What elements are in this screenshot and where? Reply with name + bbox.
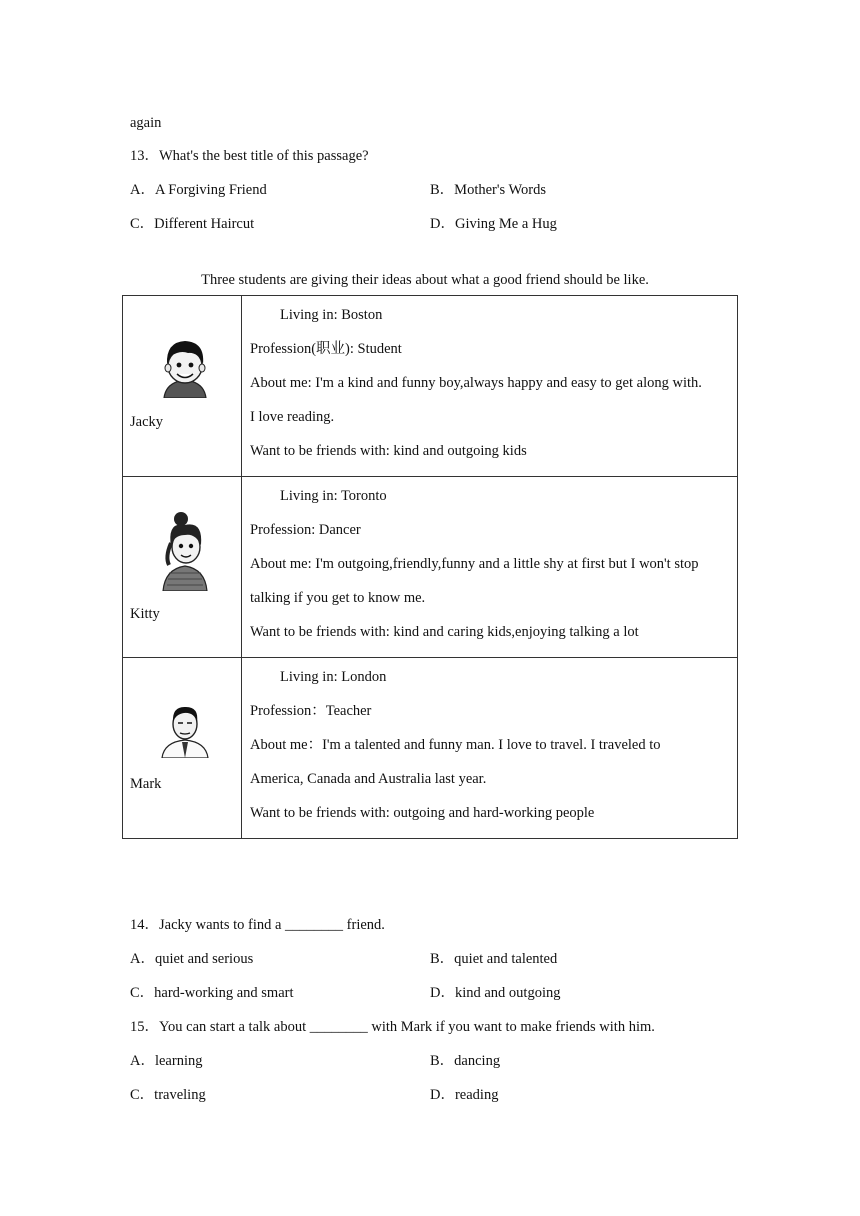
question-15: 15．You can start a talk about ________ with Mark if you want to make friends with him. — [130, 1019, 655, 1035]
person-info-cell — [242, 477, 738, 658]
person-info-cell — [242, 658, 738, 839]
table-row — [123, 296, 738, 477]
profession: Profession: Dancer — [250, 522, 361, 538]
person-name: Mark — [130, 776, 162, 792]
q13-option-a[interactable]: A．A Forgiving Friend — [130, 182, 267, 198]
about-me: About me：I'm a talented and funny man. I love to travel. I traveled to — [250, 737, 661, 753]
profession: Profession(职业): Student — [250, 341, 402, 357]
q13-option-d[interactable]: D．Giving Me a Hug — [430, 216, 557, 232]
person-cell — [123, 296, 242, 477]
boy-portrait-icon — [158, 336, 212, 398]
friends-table — [122, 295, 738, 839]
profession: Profession：Teacher — [250, 703, 372, 719]
want-friends: Want to be friends with: kind and caring kids,enjoying talking a lot — [250, 624, 639, 640]
living-in: Living in: London — [280, 669, 387, 685]
q15-option-a[interactable]: A．learning — [130, 1053, 203, 1069]
previous-passage-tail: again — [130, 115, 162, 131]
q14-option-c[interactable]: C．hard-working and smart — [130, 985, 294, 1001]
person-info-cell — [242, 296, 738, 477]
living-in: Living in: Toronto — [280, 488, 387, 504]
about-me-continued: I love reading. — [250, 409, 335, 425]
living-in: Living in: Boston — [280, 307, 383, 323]
about-me: About me: I'm a kind and funny boy,always happy and easy to get along with. — [250, 375, 702, 391]
man-portrait-icon — [160, 702, 210, 758]
want-friends: Want to be friends with: outgoing and hard-working people — [250, 805, 595, 821]
q15-option-d[interactable]: D．reading — [430, 1087, 499, 1103]
q15-option-b[interactable]: B．dancing — [430, 1053, 501, 1069]
about-me: About me: I'm outgoing,friendly,funny and a little shy at first but I won't stop — [250, 556, 699, 572]
person-cell — [123, 658, 242, 839]
q14-option-a[interactable]: A．quiet and serious — [130, 951, 254, 967]
table-row — [123, 658, 738, 839]
person-name: Kitty — [130, 606, 160, 622]
about-me-continued: talking if you get to know me. — [250, 590, 426, 606]
q13-option-c[interactable]: C．Different Haircut — [130, 216, 255, 232]
person-cell — [123, 477, 242, 658]
want-friends: Want to be friends with: kind and outgoing kids — [250, 443, 527, 459]
q14-option-d[interactable]: D．kind and outgoing — [430, 985, 561, 1001]
table-intro: Three students are giving their ideas about what a good friend should be like. — [201, 272, 649, 288]
table-row — [123, 477, 738, 658]
question-13: 13．What's the best title of this passage? — [130, 148, 369, 164]
girl-portrait-icon — [159, 511, 211, 591]
question-14: 14．Jacky wants to find a ________ friend. — [130, 917, 385, 933]
q14-option-b[interactable]: B．quiet and talented — [430, 951, 558, 967]
person-name: Jacky — [130, 414, 164, 430]
about-me-continued: America, Canada and Australia last year. — [250, 771, 487, 787]
q13-option-b[interactable]: B．Mother's Words — [430, 182, 546, 198]
q15-option-c[interactable]: C．traveling — [130, 1087, 206, 1103]
